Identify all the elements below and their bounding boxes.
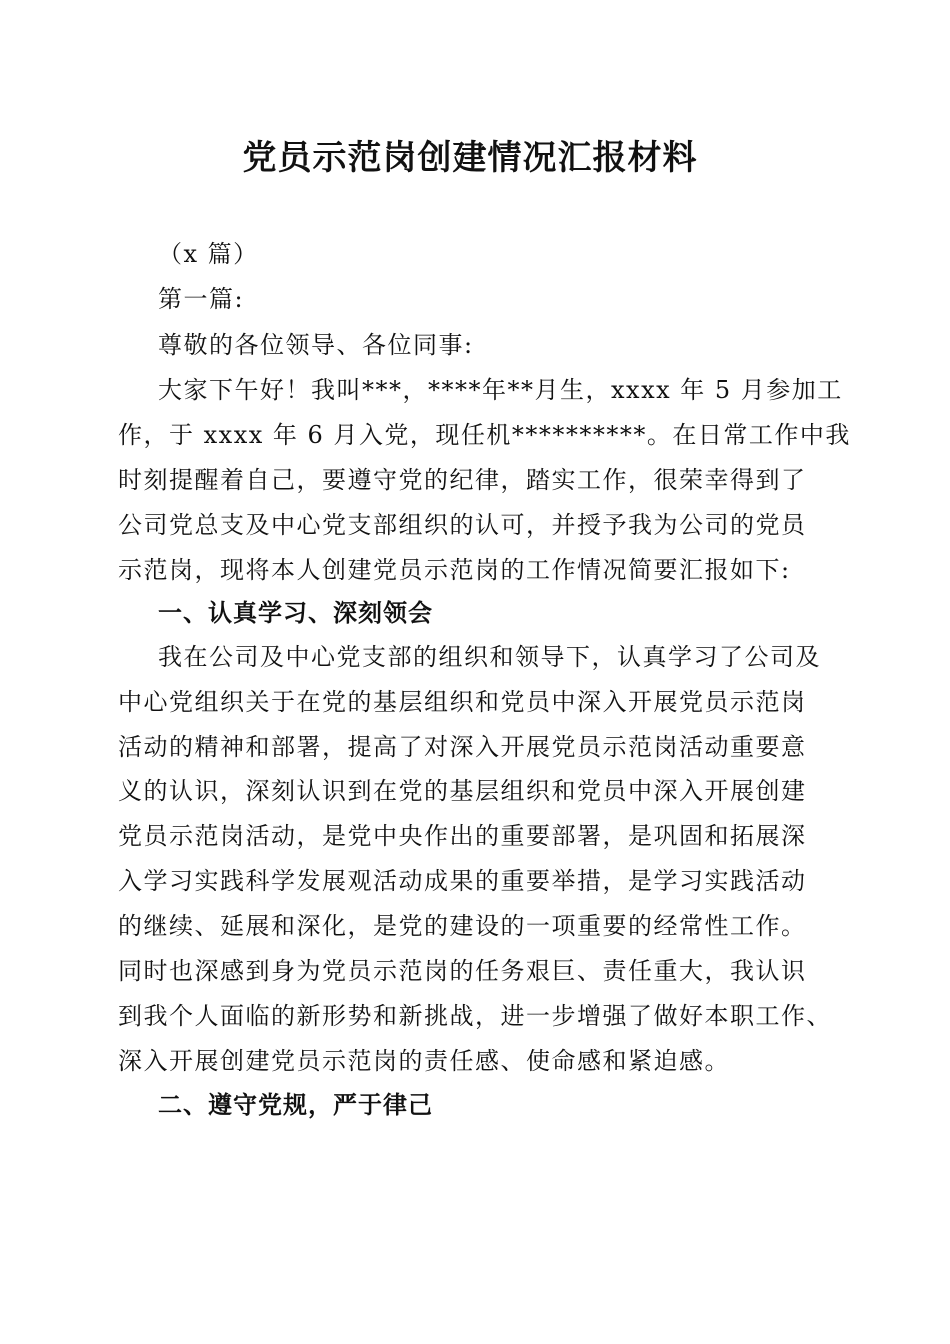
- section1-line: 我在公司及中心党支部的组织和领导下，认真学习了公司及: [158, 643, 821, 671]
- document-title: 党员示范岗创建情况汇报材料: [242, 138, 698, 178]
- intro-line: 大家下午好！我叫***，****年**月生，xxxx 年 5 月参加工: [158, 376, 843, 404]
- section1-line: 中心党组织关于在党的基层组织和党员中深入开展党员示范岗: [118, 688, 807, 716]
- intro-line: 时刻提醒着自己，要遵守党的纪律，踏实工作，很荣幸得到了: [118, 466, 807, 494]
- section1-line: 义的认识，深刻认识到在党的基层组织和党员中深入开展创建: [118, 777, 807, 805]
- section-heading-2: 二、遵守党规，严于律己: [158, 1091, 433, 1119]
- salutation: 尊敬的各位领导、各位同事:: [158, 331, 474, 359]
- intro-line: 作，于 xxxx 年 6 月入党，现任机**********。在日常工作中我: [118, 421, 851, 449]
- section1-line: 到我个人面临的新形势和新挑战，进一步增强了做好本职工作、: [118, 1002, 832, 1030]
- subtitle: （x 篇）: [158, 240, 259, 268]
- section1-line: 的继续、延展和深化，是党的建设的一项重要的经常性工作。: [118, 912, 807, 940]
- section1-line: 活动的精神和部署，提高了对深入开展党员示范岗活动重要意: [118, 733, 807, 761]
- intro-line: 公司党总支及中心党支部组织的认可，并授予我为公司的党员: [118, 511, 807, 539]
- section1-line: 党员示范岗活动，是党中央作出的重要部署，是巩固和拓展深: [118, 822, 807, 850]
- section1-line: 同时也深感到身为党员示范岗的任务艰巨、责任重大，我认识: [118, 957, 807, 985]
- section1-line: 深入开展创建党员示范岗的责任感、使命感和紧迫感。: [118, 1047, 730, 1075]
- intro-line: 示范岗，现将本人创建党员示范岗的工作情况简要汇报如下:: [118, 556, 791, 584]
- part-label: 第一篇:: [158, 285, 245, 313]
- section-heading-1: 一、认真学习、深刻领会: [158, 599, 433, 627]
- section1-line: 入学习实践科学发展观活动成果的重要举措，是学习实践活动: [118, 867, 807, 895]
